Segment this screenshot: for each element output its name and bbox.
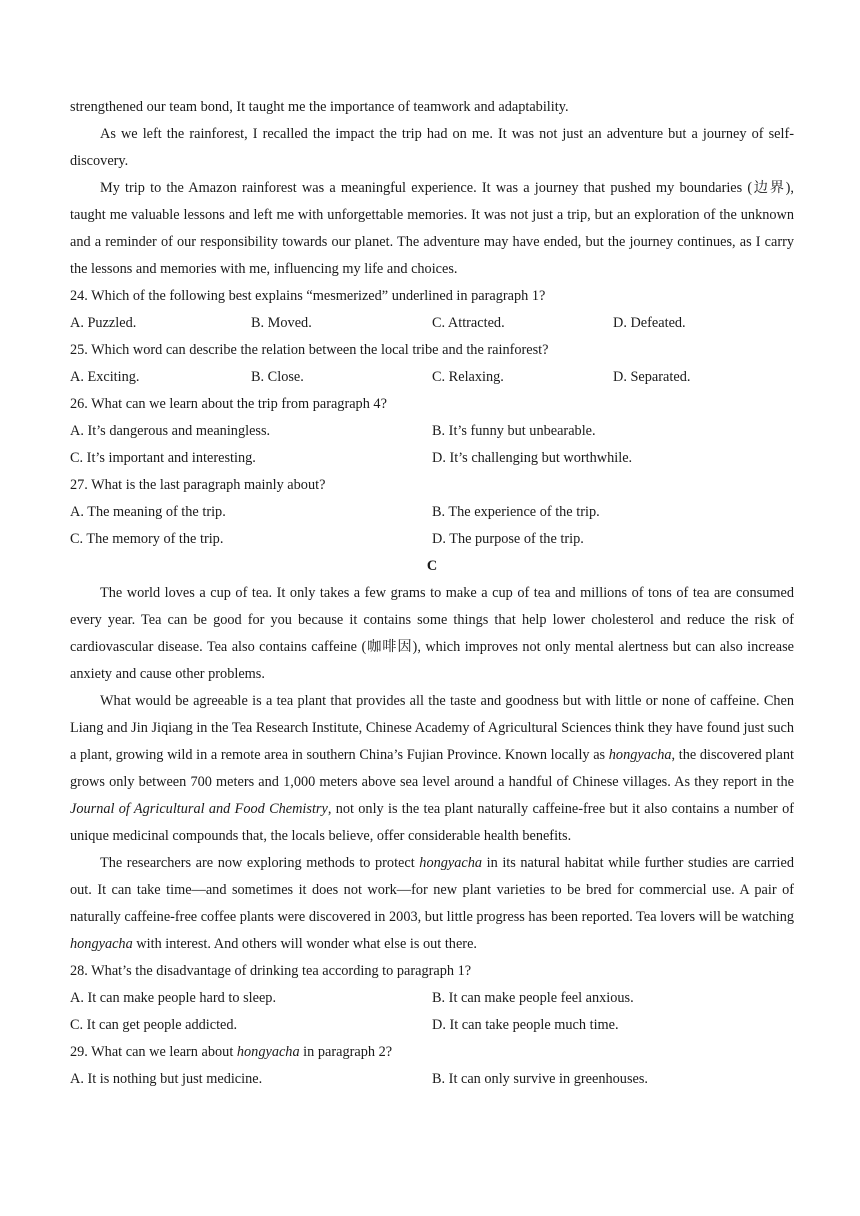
question-26-stem: 26. What can we learn about the trip from paragraph 4? (70, 396, 387, 412)
option-a: A. Exciting. (70, 369, 140, 385)
option-c: C. Relaxing. (432, 369, 504, 385)
document-page (70, 94, 794, 1093)
plant-name: hongyacha (608, 747, 672, 763)
question-27-options-ab (70, 499, 794, 526)
paragraph-conclusion: My trip to the Amazon rainforest was a meaningful experience. It was a journey that pushed my boundaries (边界), taught me valuable lessons and left me with unforgettable memories. It was not just a trip, but an exploration of the unknown and a reminder of our responsibility towards our planet. The adventure may have ended, but the journey continues, as I carry the lessons and memories with me, influencing my life and choices. (70, 180, 794, 277)
option-b: B. Moved. (251, 315, 312, 331)
journal-name: Journal of Agricultural and Food Chemistry (70, 801, 328, 817)
question-29-options-ab (70, 1066, 794, 1093)
question-27-options-cd (70, 526, 794, 553)
question-25-stem: 25. Which word can describe the relation between the local tribe and the rainforest? (70, 342, 549, 358)
option-d: D. The purpose of the trip. (432, 531, 584, 547)
section-heading-c: C (426, 558, 438, 574)
plant-name: hongyacha (70, 936, 133, 952)
option-b: B. The experience of the trip. (432, 504, 600, 520)
question-25-options (70, 364, 794, 391)
question-24-stem: 24. Which of the following best explains “mesmerized” underlined in paragraph 1? (70, 288, 546, 304)
option-d: D. Separated. (613, 369, 691, 385)
passage-c-paragraph-1: The world loves a cup of tea. It only takes a few grams to make a cup of tea and millions of tons of tea are consumed every year. Tea can be good for you because it contains some things that help lower cholesterol and reduce the risk of cardiovascular disease. Tea also contains caffeine (咖啡因), which improves not only mental alertness but can also increase anxiety and cause other problems. (70, 585, 794, 682)
passage-c-paragraph-2: What would be agreeable is a tea plant that provides all the taste and goodness but with little or none of caffeine. Chen Liang and Jin Jiqiang in the Tea Research Institute, Chinese Academy of Agricultural Sciences think they have found just such a plant, growing wild in a remote area in southern China’s Fujian Province. Known locally as hongyacha, the discovered plant grows only between 700 meters and 1,000 meters above sea level around a handful of Chinese villages. As they report in the Journal of Agricultural and Food Chemistry, not only is the tea plant naturally caffeine-free but it also contains a number of unique medicinal compounds that, the locals believe, offer considerable health benefits. (70, 693, 795, 844)
question-28-stem: 28. What’s the disadvantage of drinking tea according to paragraph 1? (70, 963, 472, 979)
question-24-options (70, 310, 794, 337)
paragraph-end-fragment: strengthened our team bond, It taught me the importance of teamwork and adaptability. (70, 99, 569, 115)
option-b: B. Close. (251, 369, 304, 385)
question-26-options-cd (70, 445, 794, 472)
option-c: C. Attracted. (432, 315, 505, 331)
question-29-stem: 29. What can we learn about hongyacha in paragraph 2? (70, 1044, 393, 1060)
question-28-options-cd (70, 1012, 794, 1039)
option-a: A. It’s dangerous and meaningless. (70, 423, 271, 439)
question-26-options-ab (70, 418, 794, 445)
option-a: A. The meaning of the trip. (70, 504, 226, 520)
plant-name: hongyacha (236, 1044, 300, 1060)
option-c: C. The memory of the trip. (70, 531, 224, 547)
passage-c-paragraph-3: The researchers are now exploring methods to protect hongyacha in its natural habitat while further studies are carried out. It can take time—and sometimes it does not work—for new plant varieties to be bred for commercial use. A pair of naturally caffeine-free coffee plants were discovered in 2003, but little progress has been reported. Tea lovers will be watching hongyacha with interest. And others will wonder what else is out there. (70, 855, 794, 952)
option-c: C. It’s important and interesting. (70, 450, 256, 466)
option-b: B. It can only survive in greenhouses. (432, 1071, 648, 1087)
option-d: D. It can take people much time. (432, 1017, 619, 1033)
question-27-stem: 27. What is the last paragraph mainly about? (70, 477, 326, 493)
plant-name: hongyacha (419, 855, 483, 871)
option-d: D. It’s challenging but worthwhile. (432, 450, 633, 466)
option-a: A. It can make people hard to sleep. (70, 990, 277, 1006)
option-a: A. Puzzled. (70, 315, 137, 331)
option-c: C. It can get people addicted. (70, 1017, 238, 1033)
paragraph-leaving-rainforest: As we left the rainforest, I recalled the impact the trip had on me. It was not just an adventure but a journey of self-discovery. (70, 126, 794, 169)
option-d: D. Defeated. (613, 315, 686, 331)
question-28-options-ab (70, 985, 794, 1012)
option-a: A. It is nothing but just medicine. (70, 1071, 263, 1087)
option-b: B. It can make people feel anxious. (432, 990, 634, 1006)
option-b: B. It’s funny but unbearable. (432, 423, 596, 439)
